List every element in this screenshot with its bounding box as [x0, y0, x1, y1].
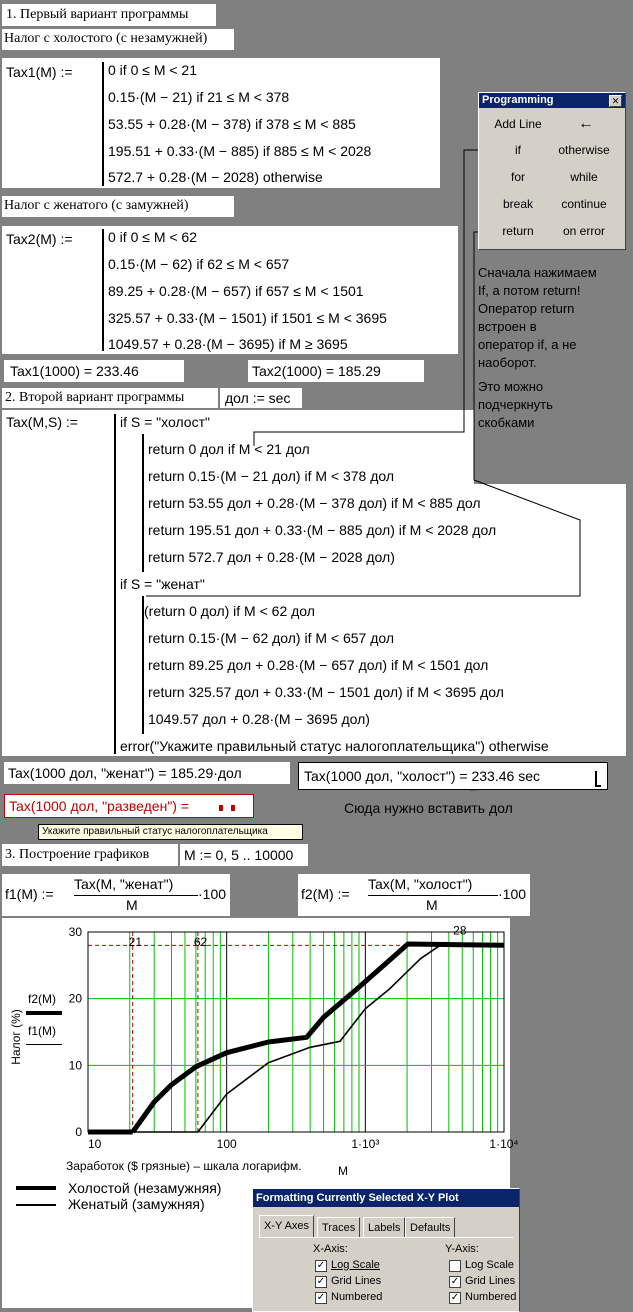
error-placeholder — [219, 805, 223, 811]
eval-razveden-text: Tax(1000 дол, "разведен") = — [9, 798, 190, 814]
f1-denominator: M — [126, 897, 138, 913]
error-line: error("Укажите правильный статус налогоплательщика") otherwise — [120, 738, 549, 754]
eval-holost[interactable] — [298, 762, 608, 790]
f1-fraction-bar — [74, 895, 198, 896]
y-axis-title: Налог (%) — [9, 1009, 23, 1065]
zhenat-row: (return 0 дол) if M < 62 дол — [144, 603, 315, 619]
f2-definition[interactable] — [298, 874, 530, 916]
insertion-cursor[interactable] — [595, 771, 601, 787]
note-line: встроен в — [478, 319, 537, 334]
tab-defaults[interactable]: Defaults — [405, 1217, 455, 1238]
error-placeholder — [231, 805, 235, 811]
add-line-button[interactable]: Add Line — [494, 117, 542, 131]
x-tick-label: 10 — [88, 1137, 102, 1151]
continue-button[interactable]: continue — [561, 197, 607, 211]
eval-razveden[interactable] — [4, 794, 254, 818]
return-button[interactable]: return — [502, 224, 534, 238]
holost-row: return 0 дол if M < 21 дол — [148, 441, 310, 457]
plot-frame — [88, 932, 504, 1132]
note-line: Оператор return — [478, 301, 575, 316]
x-numbered-checkbox[interactable]: ✓ — [316, 1292, 326, 1303]
f2-multiplier: ·100 — [498, 886, 527, 902]
tax1-row: 0.15·(M − 21) if 21 ≤ M < 378 — [108, 89, 290, 105]
y-numbered-label[interactable]: Numbered — [465, 1291, 517, 1303]
zhenat-row: return 0.15·(M − 62 дол) if M < 657 дол — [148, 630, 395, 646]
tax2-name: Tax2(M) := — [6, 231, 73, 247]
x-tick-label: 1·10⁴ — [489, 1137, 519, 1151]
tax1-row: 572.7 + 0.28·(M − 2028) otherwise — [108, 169, 323, 185]
insert-note: Сюда нужно вставить дол — [344, 800, 513, 816]
y-grid-lines-label[interactable]: Grid Lines — [465, 1275, 516, 1287]
zhenat-row: return 325.57 дол + 0.33·(M − 1501 дол) if M < 3695 дол — [148, 684, 504, 700]
if-zhenat: if S = "женат" — [120, 576, 205, 592]
y-tick-label: 20 — [68, 991, 82, 1006]
tax2-eval-text: Tax2(1000) = 185.29 — [252, 363, 381, 379]
f2-fraction-bar — [368, 895, 498, 896]
tax2-row: 89.25 + 0.28·(M − 657) if 657 ≤ M < 1501 — [108, 283, 364, 299]
section1-heading: 1. Первый вариант программы — [6, 7, 189, 22]
section3-heading: 3. Построение графиков — [5, 847, 150, 862]
close-icon[interactable]: ✕ — [609, 95, 622, 107]
on-error-button[interactable]: on error — [562, 224, 606, 238]
tax1-row: 0 if 0 ≤ M < 21 — [108, 62, 198, 78]
y-grid-lines-checkbox[interactable]: ✓ — [450, 1276, 460, 1287]
note-line: скобками — [478, 415, 535, 430]
xy-plot[interactable] — [2, 918, 519, 1182]
annotation-label: 62 — [193, 935, 208, 949]
tax1-row: 195.51 + 0.33·(M − 885) if 885 ≤ M < 2028 — [108, 143, 372, 159]
holost-row: return 53.55 дол + 0.28·(M − 378 дол) if M < 885 дол — [148, 495, 481, 511]
tax1-eval-text: Tax1(1000) = 233.46 — [10, 363, 139, 379]
note-line: наоборот. — [478, 355, 537, 370]
x-tick-label: 100 — [216, 1137, 237, 1151]
tax2-row: 1049.57 + 0.28·(M − 3695) if M ≥ 3695 — [108, 336, 348, 352]
note-line: If, а потом return! — [478, 283, 581, 298]
subheading-holost: Налог с холостого (с незамужней) — [4, 31, 208, 46]
eval-zhenat-text: Tax(1000 дол, "женат") = 185.29·дол — [8, 765, 242, 781]
annotation-label: 28 — [453, 923, 467, 938]
note-line: подчеркнуть — [478, 397, 553, 412]
x-log-scale-checkbox[interactable]: ✓ — [316, 1260, 326, 1271]
holost-row: return 0.15·(M − 21 дол) if M < 378 дол — [148, 468, 395, 484]
annotation-label: 21 — [128, 935, 143, 949]
f1-name: f1(M) := — [5, 886, 54, 902]
x-axis-var: M — [338, 1164, 348, 1178]
x-numbered-label[interactable]: Numbered — [331, 1291, 383, 1303]
section2-heading: 2. Второй вариант программы — [5, 390, 185, 405]
note-line: Сначала нажимаем — [478, 265, 597, 280]
f1-numerator: Tax(M, "женат") — [74, 876, 174, 892]
f2-numerator: Tax(M, "холост") — [368, 876, 473, 892]
note-line: Это можно — [478, 379, 544, 394]
x-axis-group-label: X-Axis: — [313, 1243, 348, 1255]
y-log-scale-checkbox[interactable] — [449, 1260, 461, 1272]
tax2-row: 325.57 + 0.33·(M − 1501) if 1501 ≤ M < 3695 — [108, 310, 387, 326]
zhenat-row: return 89.25 дол + 0.28·(M − 657 дол) if M < 1501 дол — [148, 657, 489, 673]
x-tick-label: 1·10³ — [351, 1137, 380, 1151]
tax-program-name: Tax(M,S) := — [6, 414, 78, 430]
local-assign-button[interactable]: ← — [578, 115, 594, 132]
tax1-name: Tax1(M) := — [6, 64, 73, 80]
for-button[interactable]: for — [510, 170, 525, 184]
x-log-scale-label[interactable]: Log Scale — [331, 1259, 380, 1271]
series-f1-line — [198, 943, 504, 1132]
tab-traces[interactable]: Traces — [317, 1217, 360, 1238]
section3-heading-box — [2, 844, 178, 866]
unit-definition-text: дол := sec — [225, 390, 291, 406]
range-definition[interactable] — [180, 844, 308, 866]
y-axis-group-label: Y-Axis: — [445, 1243, 479, 1255]
tab-labels[interactable]: Labels — [363, 1217, 405, 1238]
tax2-row: 0 if 0 ≤ M < 62 — [108, 229, 198, 245]
y-tick-label: 30 — [68, 925, 82, 939]
zhenat-row: 1049.57 дол + 0.28·(M − 3695 дол) — [148, 711, 370, 727]
programming-palette[interactable] — [478, 92, 626, 250]
y-log-scale-label[interactable]: Log Scale — [465, 1259, 514, 1271]
error-tooltip-text: Укажите правильный статус налогоплательщика — [42, 826, 268, 837]
tab-xy-axes[interactable]: X-Y Axes — [259, 1215, 314, 1238]
otherwise-button[interactable]: otherwise — [558, 143, 610, 157]
palette-note — [478, 264, 626, 432]
x-grid-lines-checkbox[interactable]: ✓ — [316, 1276, 326, 1287]
y-tick-label: 10 — [68, 1058, 82, 1073]
holost-row: return 195.51 дол + 0.33·(M − 885 дол) if M < 2028 дол — [148, 522, 497, 538]
f2-denominator: M — [426, 897, 438, 913]
eval-holost-text: Tax(1000 дол, "холост") = 233.46 sec — [304, 768, 540, 784]
while-button[interactable]: while — [570, 170, 598, 184]
f1-axis-swatch — [26, 1044, 62, 1045]
f2-name: f2(M) := — [301, 886, 350, 902]
f1-axis-label: f1(M) — [28, 1024, 56, 1038]
error-tooltip — [38, 824, 303, 840]
note-line: оператор if, а не — [478, 337, 577, 352]
legend-thin-entry: Женатый (замужняя) — [68, 1196, 205, 1212]
f1-definition[interactable] — [2, 874, 230, 916]
y-numbered-checkbox[interactable]: ✓ — [450, 1292, 460, 1303]
if-button[interactable]: if — [515, 143, 521, 157]
legend-bold-entry: Холостой (незамужняя) — [68, 1180, 222, 1196]
holost-row: return 572.7 дол + 0.28·(M − 2028 дол) — [148, 549, 395, 565]
range-definition-text: M := 0, 5 .. 10000 — [184, 847, 294, 863]
subheading-zhenat: Налог с женатого (с замужней) — [4, 198, 189, 213]
f2-axis-label: f2(M) — [28, 992, 56, 1006]
dialog-title: Formatting Currently Selected X-Y Plot — [253, 1189, 519, 1207]
callout-if-line — [254, 150, 497, 446]
if-holost: if S = "холост" — [120, 414, 210, 430]
palette-title: Programming — [479, 93, 625, 108]
break-button[interactable]: break — [502, 197, 534, 211]
f1-multiplier: ·100 — [198, 886, 227, 902]
eval-zhenat[interactable] — [4, 762, 290, 784]
x-grid-lines-label[interactable]: Grid Lines — [331, 1275, 382, 1287]
format-plot-dialog[interactable] — [252, 1188, 520, 1312]
legend-bold-swatch — [16, 1186, 56, 1190]
y-tick-label: 0 — [75, 1125, 82, 1139]
x-axis-title: Заработок ($ грязные) – шкала логарифм. — [66, 1159, 302, 1173]
tax1-row: 53.55 + 0.28·(M − 378) if 378 ≤ M < 885 — [108, 116, 356, 132]
tax2-row: 0.15·(M − 62) if 62 ≤ M < 657 — [108, 256, 290, 272]
legend-thin-swatch — [16, 1204, 56, 1206]
series-f2-line — [133, 944, 504, 1132]
f2-axis-swatch — [26, 1011, 62, 1015]
